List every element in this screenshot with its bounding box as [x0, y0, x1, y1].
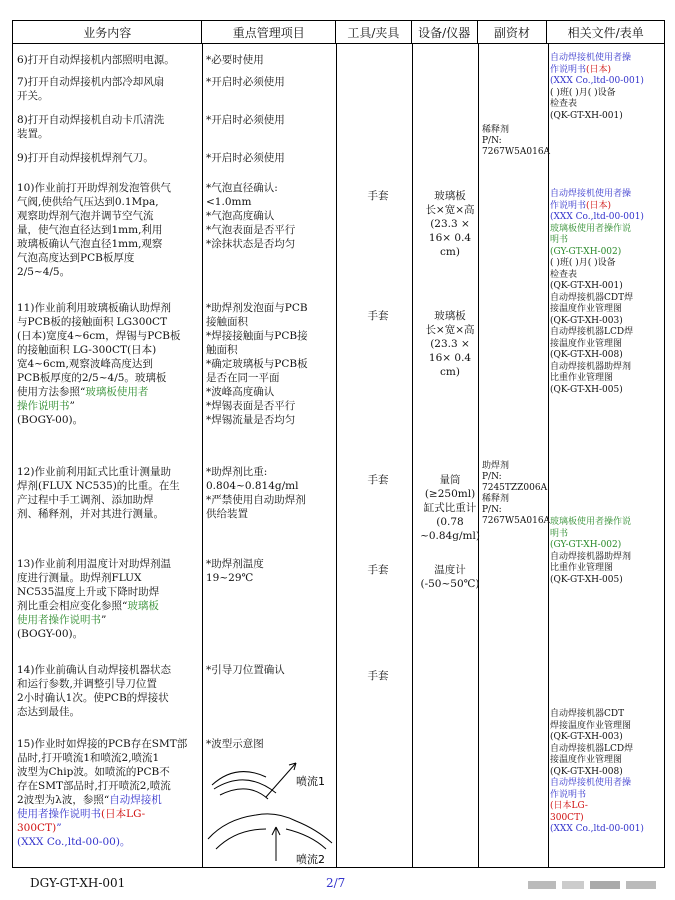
- mgmt-6: *必要时使用: [206, 54, 264, 66]
- step-12: 12)作业前利用缸式比重计测量助 焊剂(FLUX NC535)的比重。在生 产过程中手工调剂、添加助焊 剂、稀释剂，并对其进行测量。: [17, 466, 180, 520]
- mgmt-15: *波型示意图: [206, 738, 264, 750]
- mgmt-13: *助焊剂温度 19~29℃: [206, 558, 264, 584]
- equip-10: 玻璃板 长×宽×高 (23.3 × 16× 0.4 cm): [425, 190, 475, 258]
- step-13: 13)作业前利用温度计对助焊剂温 度进行测量。助焊剂FLUX NC535温度上升或下降时助焊 剂比重会相应变化参照“玻璃板 使用者操作说明书” (BOGY-00)。: [17, 558, 171, 640]
- material-flux: 助焊剂 P/N: 7245TZZ006A 稀释剂 P/N: 7267W5A016A: [482, 461, 551, 526]
- mgmt-14: *引导刀位置确认: [206, 664, 285, 676]
- tool-13: 手套: [367, 564, 389, 576]
- header-equip: 设备/仪器: [412, 21, 478, 43]
- step-8: 8)打开自动焊接机自动卡爪清洗 装置。: [17, 114, 165, 140]
- wave-2-label: 喷流2: [296, 853, 325, 866]
- step-7: 7)打开自动焊接机内部冷却风扇 开关。: [17, 76, 165, 102]
- equip-12: 量筒 (≥250ml) 缸式比重计 (0.78 ~0.84g/ml): [420, 474, 480, 542]
- table-header: [13, 21, 664, 44]
- divider: [412, 43, 413, 867]
- divider: [336, 43, 337, 867]
- header-content: 业务内容: [13, 21, 202, 43]
- tool-14: 手套: [367, 670, 389, 682]
- divider: [548, 43, 549, 867]
- docs-group-b: 自动焊接机使用者操 作说明书(日本) (XXX Co.,ltd-00-001) 玻璃板使用者操作说 明书 (GY-GT-XH-002) ( )班( )月( )设备 检查表 (QK-GT-XH-001) 自动焊接机器CDT焊 接温度作业管理图 (QK-GT-XH-003) 自动焊接机器LCD焊 接温度作业管理图 (QK-GT-XH-008) 自动焊接机器助焊剂 比重作业管理图 (QK-GT-XH-005): [550, 189, 644, 395]
- step-15: 15)作业时如焊接的PCB存在SMT部 品时,打开喷流1和喷流2,喷流1 波型为Chip波。如喷流的PCB不 存在SMT部品时,打开喷流2,喷流 2波型为λ波，参照“自动焊接机 使用者操作说明书(日本LG- 300CT)” (XXX Co.,ltd-00-00)。: [17, 738, 188, 848]
- procedure-table: [12, 20, 665, 868]
- step-14: 14)作业前确认自动焊接机器状态 和运行参数,并调整引导刀位置 2小时确认1次。使PCB的焊接状 态达到最佳。: [17, 664, 171, 718]
- doc-number: DGY-GT-XH-001: [30, 876, 126, 890]
- docs-group-d: 自动焊接机器CDT 焊接温度作业管理图 (QK-GT-XH-003) 自动焊接机器LCD焊 接温度作业管理图 (QK-GT-XH-008) 自动焊接机使用者操 作说明书 (日本LG- 300CT) (XXX Co.,ltd-00-001): [550, 709, 644, 834]
- tool-12: 手套: [367, 474, 389, 486]
- step-9: 9)打开自动焊接机焊剂气刀。: [17, 152, 154, 164]
- docs-group-c: 玻璃板使用者操作说 明书 (GY-GT-XH-002) 自动焊接机器助焊剂 比重作业管理图 (QK-GT-XH-005): [550, 517, 632, 585]
- header-tool: 工具/夹具: [336, 21, 412, 43]
- mgmt-9: *开启时必须使用: [206, 152, 285, 164]
- step-10: 10)作业前打开助焊剂发泡管供气 气阀,使供给气压达到0.1Mpa, 观察助焊剂气泡并调节空气流 量，使气泡直径达到1mm,利用 玻璃板确认气泡直径1mm,观察 气泡高度达到PCB板厚度 2/5~4/5。: [17, 182, 171, 278]
- header-docs: 相关文件/表单: [567, 25, 644, 40]
- step-11: 11)作业前利用玻璃板确认助焊剂 与PCB板的接触面积 LG300CT (日本)宽度4~6cm，焊锡与PCB板 的接触面积 LG-300CT(日本) 宽4~6cm,观察波峰高度达到 PCB板厚度的2/5~4/5。玻璃板 使用方法参照“玻璃板使用者 操作说明书” (BOGY-00)。: [17, 302, 181, 426]
- mgmt-7: *开启时必须使用: [206, 76, 285, 88]
- tool-11: 手套: [367, 310, 389, 322]
- mgmt-12: *助焊剂比重: 0.804~0.814g/ml *严禁使用自动助焊剂 供给装置: [206, 466, 306, 520]
- docs-group-a: 自动焊接机使用者操 作说明书(日本) (XXX Co.,ltd-00-001) ( )班( )月( )设备 检查表 (QK-GT-XH-001): [550, 53, 644, 121]
- material-thinner: 稀释剂 P/N: 7267W5A016A: [482, 125, 551, 157]
- wave-1-label: 喷流1: [296, 775, 325, 788]
- equip-11: 玻璃板 长×宽×高 (23.3 × 16× 0.4 cm): [425, 310, 475, 378]
- wave-diagram: [206, 749, 336, 867]
- mgmt-10: *气泡直径确认: <1.0mm *气泡高度确认 *气泡表面是否平行 *涂抹状态是否均匀: [206, 182, 296, 250]
- page-number: 2/7: [326, 876, 346, 890]
- step-6: 6)打开自动焊接机内部照明电源。: [17, 54, 175, 66]
- mgmt-11: *助焊剂发泡面与PCB 接触面积 *焊接接触面与PCB接 触面积 *确定玻璃板与PCB板 是否在同一平面 *波峰高度确认 *焊锡表面是否平行 *焊锡流量是否均匀: [206, 302, 308, 426]
- equip-13: 温度计 (-50~50℃): [420, 564, 480, 590]
- tool-10: 手套: [367, 190, 389, 202]
- header-material: 副资材: [478, 21, 548, 43]
- header-mgmt: 重点管理项目: [202, 21, 336, 43]
- mgmt-8: *开启时必须使用: [206, 114, 285, 126]
- divider: [478, 43, 479, 867]
- company-logo: [528, 878, 658, 892]
